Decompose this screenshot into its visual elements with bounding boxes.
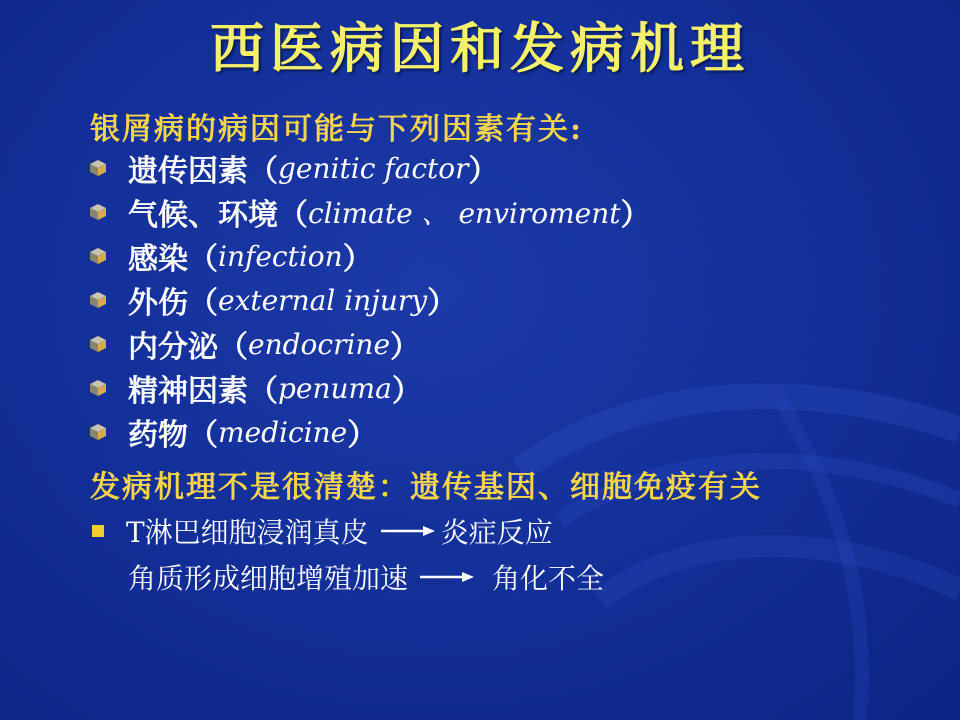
cause-cn: 感染 (128, 242, 188, 277)
cause-en: genitic factor (278, 151, 469, 185)
mechanism-heading: 发病机理不是很清楚：遗传基因、细胞免疫有关 (90, 470, 762, 505)
square-bullet-icon (92, 525, 104, 537)
list-item (88, 366, 651, 410)
dice-bullet-icon (88, 378, 108, 398)
dice-bullet-icon (88, 422, 108, 442)
cause-cn: 精神因素 (128, 374, 248, 409)
mechanism-block (90, 508, 604, 600)
mechanism-result-1: 炎症反应 (440, 516, 553, 549)
paren-close: ） (468, 154, 499, 189)
cause-en: penuma (278, 371, 392, 405)
cause-en: medicine (218, 415, 348, 449)
right-arrow-icon (420, 570, 474, 584)
dice-bullet-icon (88, 202, 108, 222)
paren-open: （ (278, 198, 308, 233)
cause-cn: 药物 (128, 418, 188, 453)
paren-close: ） (427, 286, 458, 321)
mechanism-line-2 (128, 554, 604, 600)
paren-close: ） (342, 242, 373, 277)
dice-bullet-icon (88, 158, 108, 178)
mechanism-cause-2: 角质形成细胞增殖加速 (128, 562, 409, 595)
list-item (88, 322, 651, 366)
paren-close: ） (347, 418, 378, 453)
dice-bullet-icon (88, 290, 108, 310)
cause-cn: 内分泌 (128, 330, 218, 365)
paren-open: （ (188, 286, 218, 321)
list-item (88, 410, 651, 454)
paren-close: ） (620, 198, 651, 233)
mechanism-line-1 (90, 508, 604, 554)
paren-open: （ (188, 418, 218, 453)
cause-heading: 银屑病的病因可能与下列因素有关: (90, 112, 584, 147)
right-arrow-icon (381, 524, 435, 538)
mechanism-cause-1: T淋巴细胞浸润真皮 (126, 516, 369, 549)
list-item (88, 190, 651, 234)
cause-en: external injury (218, 283, 428, 317)
cause-cn: 外伤 (128, 286, 188, 321)
cause-en: endocrine (248, 327, 391, 361)
list-item (88, 278, 651, 322)
list-item (88, 146, 651, 190)
paren-close: ） (390, 330, 421, 365)
paren-close: ） (391, 374, 422, 409)
cause-cn: 遗传因素 (128, 154, 248, 189)
mechanism-result-2: 角化不全 (492, 562, 605, 595)
paren-open: （ (188, 242, 218, 277)
cause-list (88, 146, 651, 454)
cause-cn: 气候、环境 (128, 198, 278, 233)
cause-en: climate 、 enviroment (308, 197, 621, 230)
paren-open: （ (218, 330, 248, 365)
list-item (88, 234, 651, 278)
slide-title: 西医病因和发病机理 (210, 16, 750, 80)
paren-open: （ (248, 154, 278, 189)
dice-bullet-icon (88, 246, 108, 266)
paren-open: （ (248, 374, 278, 409)
dice-bullet-icon (88, 334, 108, 354)
cause-en: infection (218, 239, 343, 273)
